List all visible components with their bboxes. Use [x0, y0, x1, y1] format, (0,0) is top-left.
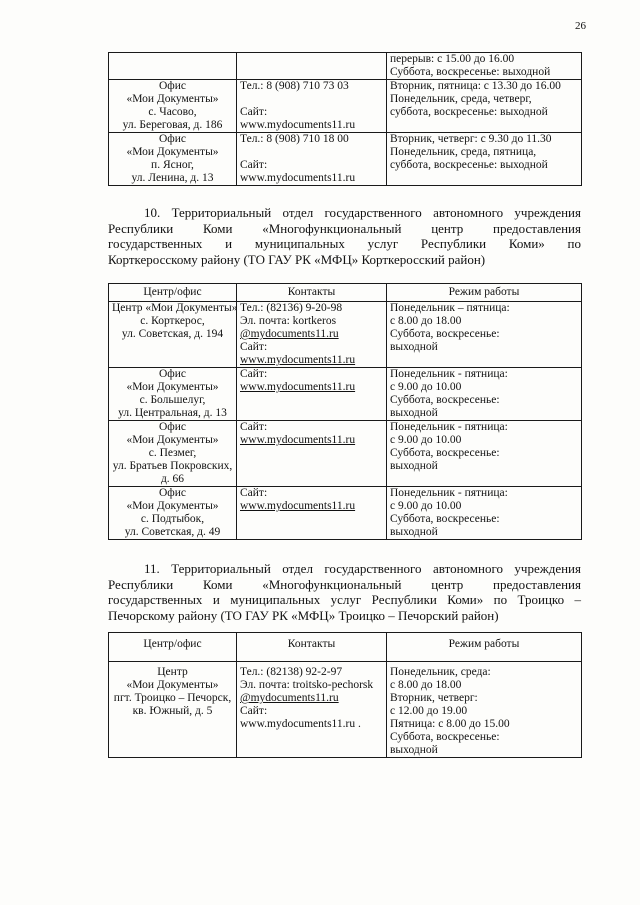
schedule-line: Пятница: с 8.00 до 15.00 — [390, 718, 510, 730]
office-cell — [109, 662, 237, 758]
schedule-line: Понедельник, среда, четверг, — [390, 93, 532, 105]
office-line: с. Корткерос, — [140, 315, 205, 327]
office-line: ул. Ленина, д. 13 — [131, 172, 214, 184]
site-label: Сайт: — [240, 421, 268, 433]
schedule-line: выходной — [390, 744, 438, 756]
heading-line: 11. Территориальный отдел государственного автономного учреждения — [144, 561, 581, 576]
table-section-11 — [108, 632, 582, 758]
office-line: Офис — [158, 133, 186, 145]
heading-line: государственных и муниципальных услуг Республики Коми» по — [108, 236, 581, 251]
column-header: Режим работы — [387, 633, 582, 662]
column-header: Контакты — [237, 284, 387, 302]
schedule-cell — [387, 421, 582, 487]
schedule-line: Суббота, воскресенье: — [390, 731, 500, 743]
office-line: пгт. Троицко – Печорск, — [113, 692, 232, 704]
schedule-line: Суббота, воскресенье: — [390, 513, 500, 525]
schedule-line: Суббота, воскресенье: выходной — [390, 66, 551, 78]
schedule-line: Вторник, пятница: с 13.30 до 16.00 — [390, 80, 561, 92]
schedule-line: с 9.00 до 10.00 — [390, 434, 462, 446]
office-line: с. Большелуг, — [139, 394, 206, 406]
office-line: Офис — [158, 487, 186, 499]
office-line: с. Пезмег, — [148, 447, 197, 459]
section-11-heading — [108, 561, 581, 623]
schedule-line: выходной — [390, 460, 438, 472]
table-row — [109, 133, 582, 186]
office-cell — [109, 302, 237, 368]
page-number: 26 — [575, 20, 586, 32]
schedule-line: Понедельник, среда, пятница, — [390, 146, 537, 158]
office-line: Офис — [158, 80, 186, 92]
phone: Тел.: 8 (908) 710 73 03 — [240, 80, 349, 92]
schedule-cell — [387, 487, 582, 540]
contacts-cell — [237, 133, 387, 186]
phone: Тел.: 8 (908) 710 18 00 — [240, 133, 349, 145]
site-link[interactable]: www.mydocuments11.ru — [240, 354, 356, 366]
contacts-cell — [237, 53, 387, 80]
column-header: Контакты — [237, 633, 387, 662]
site-link[interactable]: www.mydocuments11.ru . — [240, 718, 361, 730]
schedule-cell — [387, 80, 582, 133]
site-label: Сайт: — [240, 159, 268, 171]
table-prev-section — [108, 52, 582, 186]
office-line: «Мои Документы» — [126, 146, 219, 158]
site-label: Сайт: — [240, 368, 268, 380]
office-line: кв. Южный, д. 5 — [132, 705, 213, 717]
schedule-line: Понедельник - пятница: — [390, 368, 508, 380]
table-header-row — [109, 284, 582, 302]
schedule-line: Суббота, воскресенье: — [390, 447, 500, 459]
heading-line: государственных и муниципальных услуг Республики Коми» по Троицко – — [108, 592, 581, 607]
office-line: с. Часово, — [148, 106, 197, 118]
email-link[interactable]: @mydocuments11.ru — [240, 328, 339, 340]
schedule-line: перерыв: с 15.00 до 16.00 — [390, 53, 515, 65]
email-label: Эл. почта: troitsko-pechorsk — [240, 679, 374, 691]
table-header-row — [109, 633, 582, 662]
office-line: «Мои Документы» — [126, 381, 219, 393]
schedule-line: выходной — [390, 407, 438, 419]
schedule-line: Понедельник – пятница: — [390, 302, 510, 314]
site-label: Сайт: — [240, 705, 268, 717]
table-section-10 — [108, 283, 582, 540]
site-link[interactable]: www.mydocuments11.ru — [240, 500, 356, 512]
heading-line: Республики Коми «Многофункциональный центр предоставления — [108, 576, 581, 592]
email-label: Эл. почта: kortkeros — [240, 315, 337, 327]
section-10-heading — [108, 205, 581, 267]
schedule-line: выходной — [390, 526, 438, 538]
office-cell — [109, 53, 237, 80]
table-row — [109, 368, 582, 421]
site-label: Сайт: — [240, 106, 268, 118]
schedule-line: Вторник, четверг: с 9.30 до 11.30 — [390, 133, 552, 145]
schedule-line: с 8.00 до 18.00 — [390, 679, 462, 691]
office-cell — [109, 421, 237, 487]
site-link[interactable]: www.mydocuments11.ru — [240, 119, 356, 131]
office-line: Офис — [158, 368, 186, 380]
schedule-line: суббота, воскресенье: выходной — [390, 106, 548, 118]
site-link[interactable]: www.mydocuments11.ru — [240, 172, 356, 184]
contacts-cell — [237, 302, 387, 368]
office-line: «Мои Документы» — [126, 93, 219, 105]
office-line: Центр — [157, 666, 188, 678]
table-row — [109, 421, 582, 487]
schedule-line: с 8.00 до 18.00 — [390, 315, 462, 327]
phone: Тел.: (82138) 92-2-97 — [240, 666, 343, 678]
office-line: д. 66 — [160, 473, 185, 485]
column-header: Режим работы — [387, 284, 582, 302]
contacts-cell — [237, 421, 387, 487]
office-line: «Мои Документы» — [126, 679, 219, 691]
office-line: п. Ясног, — [151, 159, 194, 171]
heading-line: Корткеросскому району (ТО ГАУ РК «МФЦ» Корткеросский район) — [108, 251, 486, 267]
schedule-line: выходной — [390, 341, 438, 353]
heading-line: 10. Территориальный отдел государственного автономного учреждения — [144, 205, 581, 220]
schedule-cell — [387, 368, 582, 421]
email-link[interactable]: @mydocuments11.ru — [240, 692, 339, 704]
schedule-cell — [387, 662, 582, 758]
schedule-line: Суббота, воскресенье: — [390, 328, 500, 340]
column-header: Центр/офис — [109, 284, 237, 302]
schedule-cell — [387, 133, 582, 186]
office-line: Центр «Мои Документы» — [112, 302, 238, 314]
heading-line: Республики Коми «Многофункциональный центр предоставления — [108, 220, 581, 236]
schedule-line: с 12.00 до 19.00 — [390, 705, 468, 717]
schedule-line: Понедельник - пятница: — [390, 487, 508, 499]
office-line: Офис — [158, 421, 186, 433]
table-row — [109, 302, 582, 368]
table-row — [109, 80, 582, 133]
heading-line: Печорскому району (ТО ГАУ РК «МФЦ» Троицко – Печорский район) — [108, 607, 499, 623]
office-line: с. Подтыбок, — [140, 513, 205, 525]
schedule-line: Понедельник, среда: — [390, 666, 491, 678]
site-link[interactable]: www.mydocuments11.ru — [240, 434, 356, 446]
site-link[interactable]: www.mydocuments11.ru — [240, 381, 356, 393]
office-line: ул. Центральная, д. 13 — [118, 407, 227, 419]
schedule-line: суббота, воскресенье: выходной — [390, 159, 548, 171]
table-row — [109, 53, 582, 80]
table-row — [109, 662, 582, 758]
office-cell — [109, 133, 237, 186]
site-label: Сайт: — [240, 487, 268, 499]
column-header: Центр/офис — [109, 633, 237, 662]
contacts-cell — [237, 487, 387, 540]
contacts-cell — [237, 368, 387, 421]
office-cell — [109, 80, 237, 133]
schedule-line: с 9.00 до 10.00 — [390, 500, 462, 512]
site-label: Сайт: — [240, 341, 268, 353]
office-line: ул. Советская, д. 194 — [121, 328, 224, 340]
schedule-cell — [387, 53, 582, 80]
office-cell — [109, 487, 237, 540]
office-line: «Мои Документы» — [126, 500, 219, 512]
office-line: ул. Братьев Покровских, — [112, 460, 233, 472]
schedule-line: Понедельник - пятница: — [390, 421, 508, 433]
schedule-line: Вторник, четверг: — [390, 692, 478, 704]
office-line: ул. Береговая, д. 186 — [122, 119, 223, 131]
schedule-cell — [387, 302, 582, 368]
contacts-cell — [237, 80, 387, 133]
office-line: ул. Советская, д. 49 — [124, 526, 221, 538]
schedule-line: Суббота, воскресенье: — [390, 394, 500, 406]
contacts-cell — [237, 662, 387, 758]
office-cell — [109, 368, 237, 421]
schedule-line: с 9.00 до 10.00 — [390, 381, 462, 393]
office-line: «Мои Документы» — [126, 434, 219, 446]
phone: Тел.: (82136) 9-20-98 — [240, 302, 343, 314]
table-row — [109, 487, 582, 540]
